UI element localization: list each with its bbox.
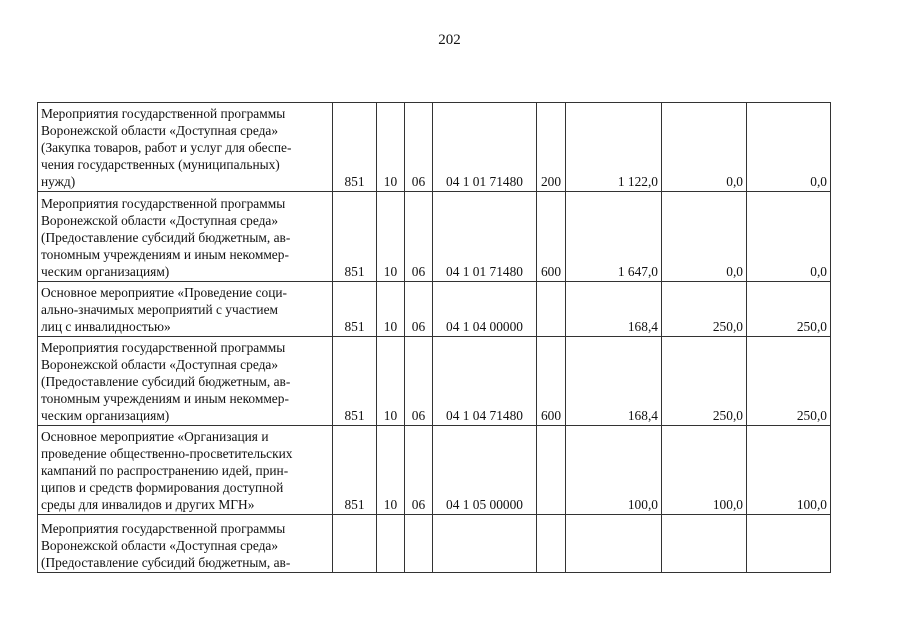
amount-year2-cell: 0,0 [662,192,747,282]
expense-type-cell [537,426,566,515]
name-line: чения государственных (муниципальных) [41,157,280,172]
amount-year3-cell: 250,0 [747,337,831,426]
table-row [38,337,831,426]
amount-year2-cell: 100,0 [662,426,747,515]
subsection-code-cell [405,515,433,573]
budget-table [37,102,831,573]
name-line: Основное мероприятие «Проведение соци- [41,285,287,300]
amount-year1-cell: 100,0 [566,426,662,515]
ministry-code-cell: 851 [333,192,377,282]
name-line: Воронежской области «Доступная среда» [41,357,279,372]
row-name-cell [38,192,333,282]
amount-year1-cell: 168,4 [566,337,662,426]
name-line: (Предоставление субсидий бюджетным, ав- [41,230,291,245]
subsection-code-cell: 06 [405,192,433,282]
name-line: (Предоставление субсидий бюджетным, ав- [41,374,291,389]
target-article-cell [433,515,537,573]
name-line: Мероприятия государственной программы [41,196,286,211]
table-row [38,103,831,192]
section-code-cell: 10 [377,282,405,337]
expense-type-cell [537,515,566,573]
row-name-cell [38,282,333,337]
table-body [38,103,831,573]
name-line: проведение общественно-просветительских [41,446,293,461]
name-line: (Предоставление субсидий бюджетным, ав- [41,555,291,570]
ministry-code-cell [333,515,377,573]
subsection-code-cell: 06 [405,282,433,337]
section-code-cell: 10 [377,337,405,426]
expense-type-cell: 600 [537,192,566,282]
target-article-cell: 04 1 05 00000 [433,426,537,515]
row-name-cell [38,103,333,192]
row-name-cell [38,426,333,515]
name-line: кампаний по распространению идей, прин- [41,463,289,478]
amount-year3-cell: 0,0 [747,103,831,192]
name-line: нужд) [41,174,76,189]
ministry-code-cell: 851 [333,337,377,426]
amount-year1-cell: 1 647,0 [566,192,662,282]
ministry-code-cell: 851 [333,282,377,337]
name-line: среды для инвалидов и других МГН» [41,497,255,512]
table-row [38,192,831,282]
amount-year2-cell: 0,0 [662,103,747,192]
expense-type-cell: 600 [537,337,566,426]
amount-year1-cell: 1 122,0 [566,103,662,192]
name-line: Мероприятия государственной программы [41,340,286,355]
name-line: ально-значимых мероприятий с участием [41,302,279,317]
amount-year3-cell: 250,0 [747,282,831,337]
name-line: тономным учреждениям и иным некоммер- [41,391,289,406]
name-line: Мероприятия государственной программы [41,106,286,121]
page-number: 202 [438,32,461,48]
name-line: Воронежской области «Доступная среда» [41,538,279,553]
section-code-cell: 10 [377,103,405,192]
amount-year3-cell [747,515,831,573]
section-code-cell: 10 [377,192,405,282]
section-code-cell: 10 [377,426,405,515]
name-line: тономным учреждениям и иным некоммер- [41,247,289,262]
target-article-cell: 04 1 01 71480 [433,103,537,192]
amount-year2-cell: 250,0 [662,282,747,337]
name-line: (Закупка товаров, работ и услуг для обеспе- [41,140,292,155]
table-row [38,515,831,573]
subsection-code-cell: 06 [405,337,433,426]
expense-type-cell: 200 [537,103,566,192]
subsection-code-cell: 06 [405,103,433,192]
amount-year2-cell [662,515,747,573]
target-article-cell: 04 1 04 00000 [433,282,537,337]
name-line: Мероприятия государственной программы [41,521,286,536]
name-line: лиц с инвалидностью» [41,319,171,334]
row-name-cell [38,337,333,426]
row-name-cell [38,515,333,573]
amount-year1-cell: 168,4 [566,282,662,337]
expense-type-cell [537,282,566,337]
name-line: Воронежской области «Доступная среда» [41,123,279,138]
ministry-code-cell: 851 [333,103,377,192]
amount-year1-cell [566,515,662,573]
section-code-cell [377,515,405,573]
name-line: ческим организациям) [41,264,170,279]
amount-year2-cell: 250,0 [662,337,747,426]
name-line: Воронежской области «Доступная среда» [41,213,279,228]
name-line: ческим организациям) [41,408,170,423]
name-line: Основное мероприятие «Организация и [41,429,269,444]
table-row [38,426,831,515]
amount-year3-cell: 0,0 [747,192,831,282]
table-row [38,282,831,337]
subsection-code-cell: 06 [405,426,433,515]
ministry-code-cell: 851 [333,426,377,515]
amount-year3-cell: 100,0 [747,426,831,515]
name-line: ципов и средств формирования доступной [41,480,284,495]
target-article-cell: 04 1 01 71480 [433,192,537,282]
target-article-cell: 04 1 04 71480 [433,337,537,426]
